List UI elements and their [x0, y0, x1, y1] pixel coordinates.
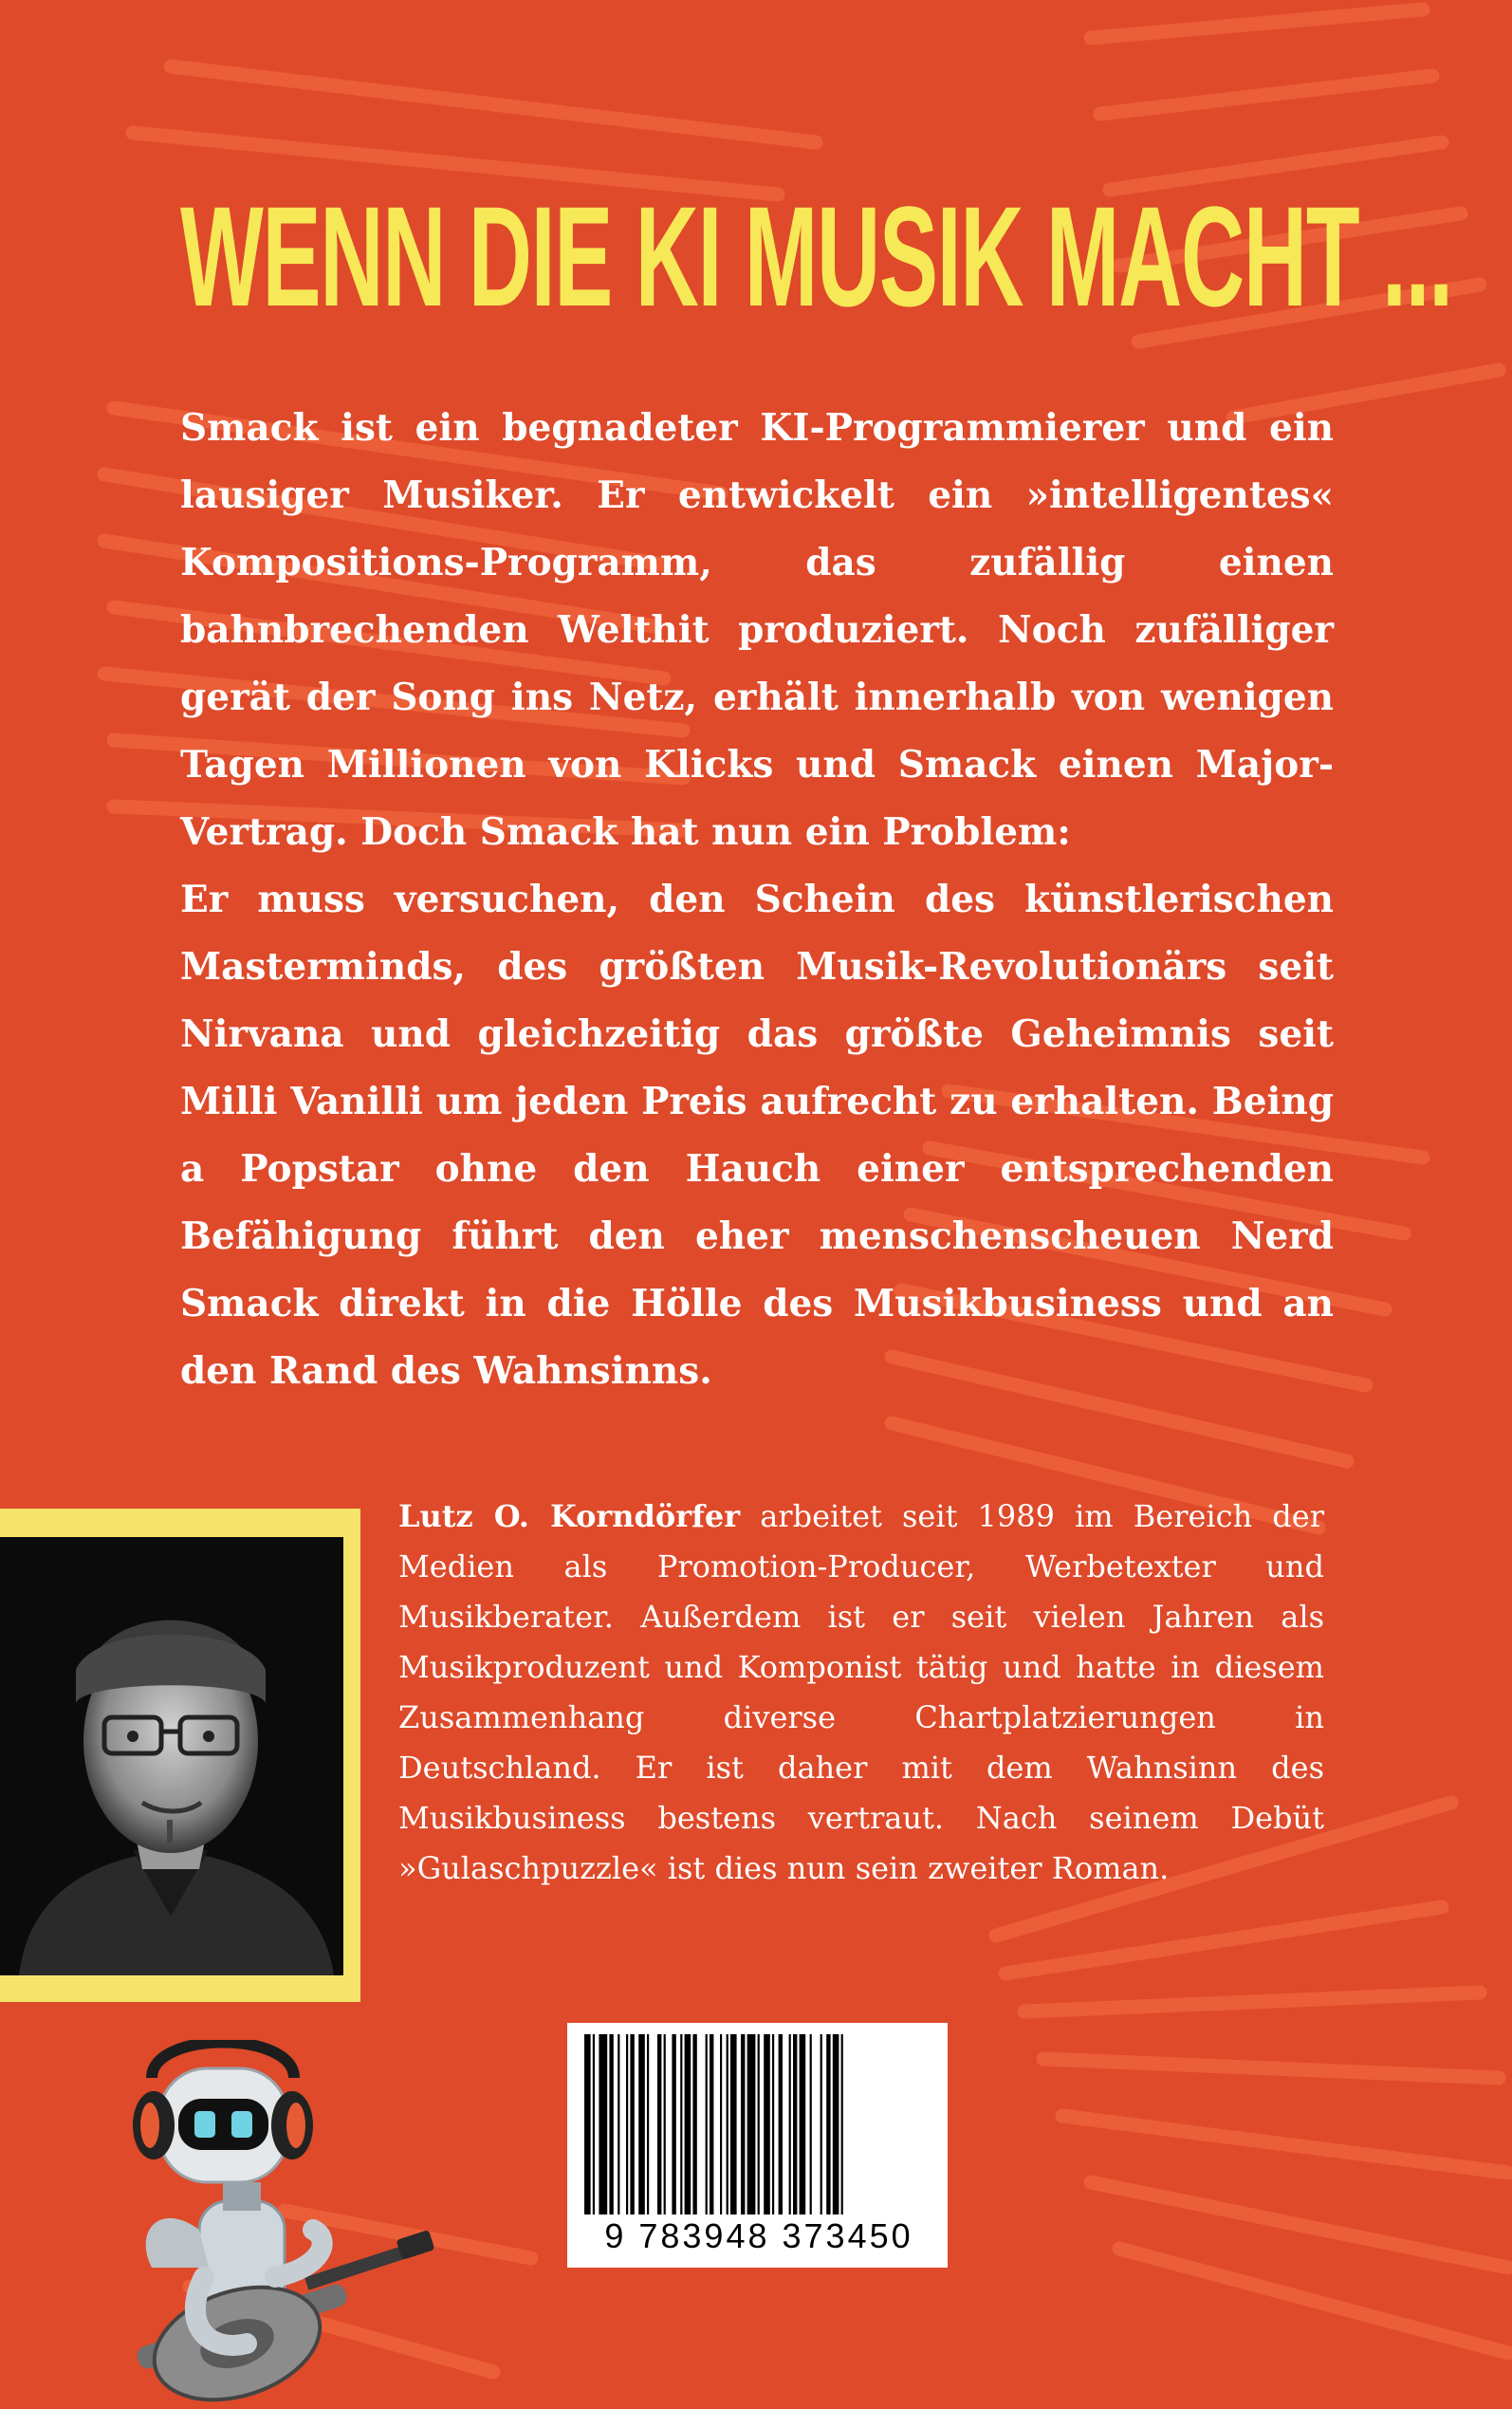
barcode-bar — [810, 2034, 812, 2214]
barcode-bar — [779, 2034, 783, 2214]
barcode-bar — [593, 2034, 595, 2214]
barcode-bar — [789, 2034, 791, 2214]
barcode-bar — [833, 2034, 839, 2214]
barcode-bar — [647, 2034, 649, 2214]
barcode-bar — [609, 2034, 613, 2214]
blurb-paragraph-1: Smack ist ein begnadeter KI-Programmierer und ein lausiger Musiker. Er entwickelt ein »intelligentes« Kompositions-Programm, das zufällig einen bahnbrechenden Welthit produziert. Noch zufälliger gerät der Song ins Netz, erhält innerhalb von wenigen Tagen Millionen von Klicks und Smack einen Major-Vertrag. Doch Smack hat nun ein Problem: — [180, 406, 1334, 854]
barcode-bar — [657, 2034, 661, 2214]
blurb — [180, 395, 1334, 1405]
barcode-bar — [841, 2034, 843, 2214]
barcode-bar — [826, 2034, 830, 2214]
barcode-bar — [730, 2034, 737, 2214]
barcode-bar — [626, 2034, 628, 2214]
isbn-number: 9 783948 373450 — [604, 2216, 913, 2255]
robot-guitarist-illustration — [95, 2040, 436, 2409]
barcode-bar — [741, 2034, 745, 2214]
author-photo — [0, 1537, 343, 1975]
barcode-bar — [800, 2034, 806, 2214]
barcode-bar — [772, 2034, 774, 2214]
barcode-bar — [758, 2034, 760, 2214]
barcode-bar — [692, 2034, 696, 2214]
barcode-bar — [672, 2034, 675, 2214]
barcode-bar — [727, 2034, 728, 2214]
barcode — [567, 2023, 948, 2268]
barcode-bar — [720, 2034, 722, 2214]
author-bio-text: arbeitet seit 1989 im Bereich der Medien als Promotion-Producer, Werbetexter und Musikberater. Außerdem ist er seit vielen Jahren als Musikproduzent und Komponist tätig und hatte in diesem Zusammenhang diverse Chartplatzierungen in Deutschland. Er ist daher mit dem Wahnsinn des Musikbusiness bestens vertraut. Nach seinem Debüt »Gulaschpuzzle« ist dies nun sein zweiter Roman. — [398, 1498, 1325, 1886]
author-bio — [398, 1492, 1324, 1894]
barcode-bar — [793, 2034, 797, 2214]
barcode-bars — [584, 2034, 931, 2214]
author-name: Lutz O. Korndörfer — [398, 1498, 741, 1534]
barcode-bar — [584, 2034, 591, 2214]
barcode-bar — [706, 2034, 708, 2214]
barcode-bar — [664, 2034, 666, 2214]
barcode-bar — [747, 2034, 756, 2214]
blurb-paragraph-2: Er muss versuchen, den Schein des künstlerischen Masterminds, des größten Musik-Revolutionärs seit Nirvana und gleichzeitig das größte Geheimnis seit Milli Vanilli um jeden Preis aufrecht zu erhalten. Being a Popstar ohne den Hauch einer entsprechenden Befähigung führt den eher menschenscheuen Nerd Smack direkt in die Hölle des Musikbusiness und an den Rand des Wahnsinns. — [180, 878, 1334, 1393]
barcode-bar — [821, 2034, 822, 2214]
headline: WENN DIE KI MUSIK MACHT ... — [180, 176, 1452, 336]
barcode-bar — [685, 2034, 691, 2214]
barcode-bar — [710, 2034, 713, 2214]
barcode-bar — [630, 2034, 634, 2214]
barcode-bar — [680, 2034, 682, 2214]
barcode-bar — [599, 2034, 607, 2214]
barcode-bar — [618, 2034, 619, 2214]
barcode-bar — [764, 2034, 770, 2214]
barcode-bar — [638, 2034, 645, 2214]
